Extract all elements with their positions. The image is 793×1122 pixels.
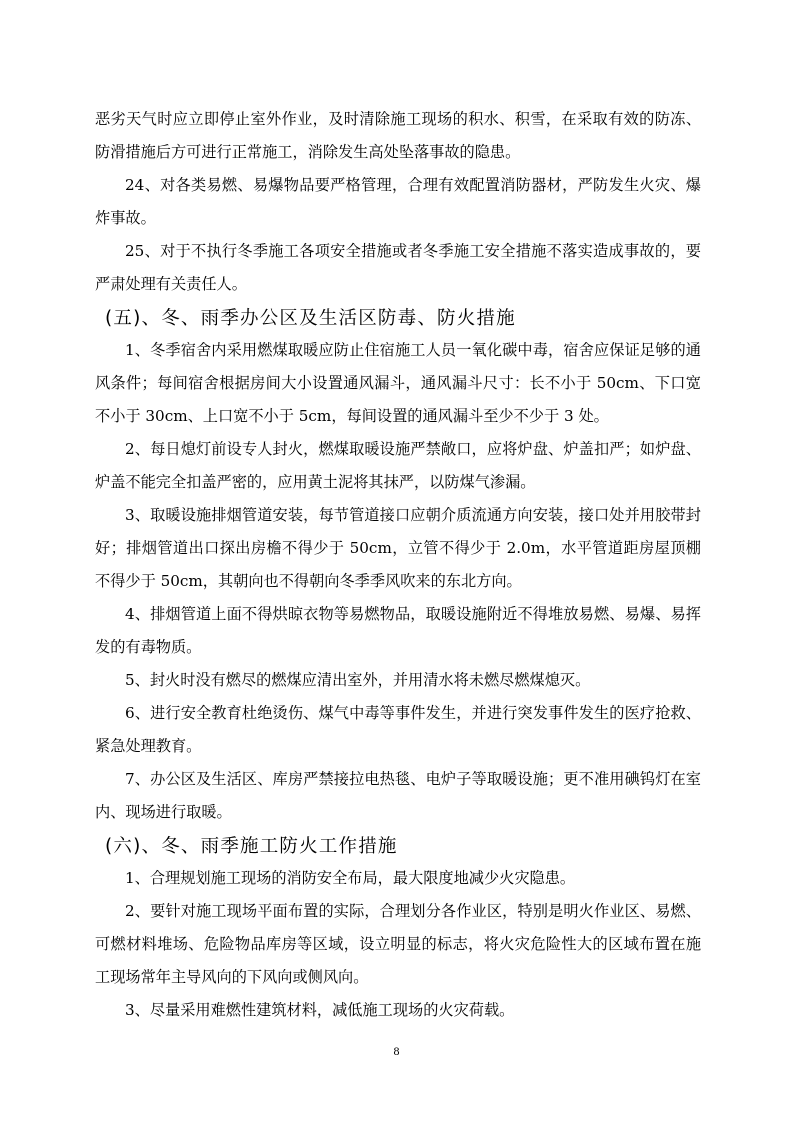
- paragraph-item-6: 6、进行安全教育杜绝烫伤、煤气中毒等事件发生，并进行突发事件发生的医疗抢救、紧急处理教育。: [95, 704, 701, 755]
- paragraph-item-25: 25、对于不执行冬季施工各项安全措施或者冬季施工安全措施不落实造成事故的，要严肃处理有关责任人。: [95, 242, 701, 293]
- paragraph-item-7: 7、办公区及生活区、库房严禁接拉电热毯、电炉子等取暖设施；更不准用碘钨灯在室内、现场进行取暖。: [95, 770, 701, 821]
- section-heading-5: (五)、冬、雨季办公区及生活区防毒、防火措施: [105, 308, 516, 329]
- paragraph-item-3: 3、尽量采用难燃性建筑材料，减低施工现场的火灾荷载。: [125, 1001, 515, 1019]
- paragraph-continuation: 恶劣天气时应立即停止室外作业，及时清除施工现场的积水、积雪，在采取有效的防冻、防滑措施后方可进行正常施工，消除发生高处坠落事故的隐患。: [95, 110, 701, 161]
- paragraph-item-2: 2、每日熄灯前设专人封火，燃煤取暖设施严禁敞口，应将炉盘、炉盖扣严；如炉盘、炉盖不能完全扣盖严密的，应用黄土泥将其抹严，以防煤气渗漏。: [95, 440, 701, 491]
- paragraph-item-2: 2、要针对施工现场平面布置的实际，合理划分各作业区，特别是明火作业区、易燃、可燃材料堆场、危险物品库房等区域，设立明显的标志，将火灾危险性大的区域布置在施工现场常年主导风向的下风向或侧风向。: [95, 902, 701, 986]
- paragraph-item-1: 1、冬季宿舍内采用燃煤取暖应防止住宿施工人员一氧化碳中毒，宿舍应保证足够的通风条件；每间宿舍根据房间大小设置通风漏斗，通风漏斗尺寸：长不小于 50cm、下口宽不小于 30cm、上口宽不小于 5cm，每间设置的通风漏斗至少不少于 3 处。: [95, 341, 701, 425]
- paragraph-item-24: 24、对各类易燃、易爆物品要严格管理，合理有效配置消防器材，严防发生火灾、爆炸事故。: [95, 176, 701, 227]
- document-page: [95, 103, 701, 1027]
- paragraph-item-1: 1、合理规划施工现场的消防安全布局，最大限度地减少火灾隐患。: [125, 869, 576, 887]
- paragraph-item-5: 5、封火时没有燃尽的燃煤应清出室外，并用清水将未燃尽燃煤熄灭。: [125, 671, 591, 689]
- paragraph-item-4: 4、排烟管道上面不得烘晾衣物等易燃物品，取暖设施附近不得堆放易燃、易爆、易挥发的有毒物质。: [95, 605, 701, 656]
- page-number: 8: [393, 1044, 400, 1058]
- paragraph-item-3: 3、取暖设施排烟管道安装，每节管道接口应朝介质流通方向安装，接口处并用胶带封好；排烟管道出口探出房檐不得少于 50cm，立管不得少于 2.0m，水平管道距房屋顶棚不得少于 50cm，其朝向也不得朝向冬季季风吹来的东北方向。: [95, 506, 701, 590]
- section-heading-6: (六)、冬、雨季施工防火工作措施: [105, 836, 398, 857]
